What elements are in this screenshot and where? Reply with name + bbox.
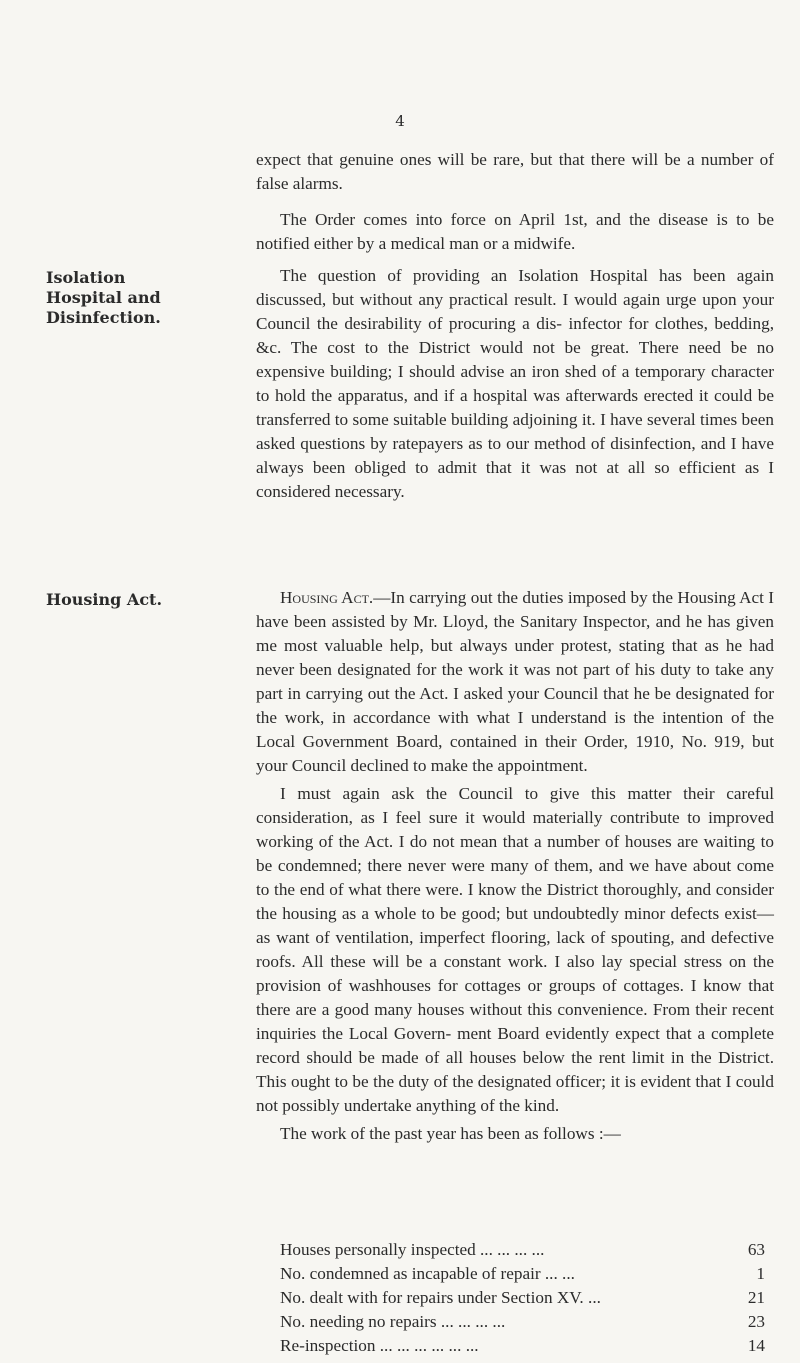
housing-lead-in: Housing Act. [280, 588, 374, 607]
housing-block [256, 586, 774, 1146]
housing-side-heading: Housing Act. [46, 590, 163, 609]
stat-label: No. needing no repairs ... ... ... ... [280, 1312, 506, 1331]
intro-continuation: expect that genuine ones will be rare, but that there will be a number of false alarms. [256, 150, 774, 193]
stat-label: Re-inspection ... ... ... ... ... ... [280, 1336, 479, 1355]
stat-label: Houses personally inspected ... ... ... ... [280, 1240, 545, 1259]
isolation-block [256, 264, 774, 504]
stat-value: 1 [756, 1264, 765, 1283]
isolation-heading-line-1: Isolation [46, 268, 126, 287]
isolation-paragraph: The question of providing an Isolation Hospital has been again discussed, but without any practical result. I would again urge upon your Council the desirability of procuring a dis- infector for clothes, bedding, &c. The cost to the District would not be great. There need be no expensive building; I should advise an iron shed of a temporary character to hold the apparatus, and if a hospital was afterwards erected it could be transferred to some suitable building adjoining it. I have several times been asked questions by ratepayers as to our method of disinfection, and I have always been obliged to admit that it was not at all so efficient as I considered necessary. [256, 266, 774, 501]
stat-label: No. condemned as incapable of repair ... ... [280, 1264, 575, 1283]
isolation-heading-line-3: Disinfection. [46, 308, 161, 327]
work-stats-list [280, 1238, 765, 1358]
stat-row [280, 1286, 765, 1310]
order-paragraph: The Order comes into force on April 1st, and the disease is to be notified either by a medical man or a midwife. [256, 210, 774, 253]
stat-row [280, 1262, 765, 1286]
stat-value: 23 [747, 1312, 765, 1331]
housing-paragraph-1-text: —In carrying out the duties imposed by the Housing Act I have been assisted by Mr. Lloyd, the Sanitary Inspector, and he has given me most valuable help, but always under protest, stating that as he had never been designated for the work it was not part of his duty to take any part in carrying out the Act. I asked your Council that he be designated for the work, in accordance with what I understand is the intention of the Local Government Board, contained in their Order, 1910, No. 919, but your Council declined to make the appointment. [256, 588, 774, 775]
stat-value: 14 [747, 1336, 765, 1355]
isolation-heading-line-2: Hospital and [46, 288, 161, 307]
stat-value: 63 [747, 1240, 765, 1259]
isolation-side-heading [46, 268, 256, 328]
housing-paragraph-2: I must again ask the Council to give this matter their careful consideration, as I feel sure it would materially contribute to improved working of the Act. I do not mean that a number of houses are waiting to be condemned; there never were many of them, and we have about come to the end of what there were. I know the District thoroughly, and consider the housing as a whole to be good; but undoubtedly minor defects exist—as want of ventilation, imperfect flooring, lack of spouting, and defective roofs. All these will be a constant work. I also lay special stress on the provision of washhouses for cottages or groups of cottages. I know that there are a good many houses without this convenience. From their recent inquiries the Local Govern- ment Board evidently expect that a complete record should be made of all houses below the rent limit in the District. This ought to be the duty of the designated officer; it is evident that I could not possibly undertake anything of the kind. [256, 784, 774, 1115]
page-number: 4 [395, 112, 405, 130]
stat-value: 21 [747, 1288, 765, 1307]
intro-block [256, 148, 774, 256]
stat-row [280, 1310, 765, 1334]
stat-label: No. dealt with for repairs under Section XV. ... [280, 1288, 601, 1307]
stat-row [280, 1238, 765, 1262]
stat-row [280, 1334, 765, 1358]
housing-paragraph-1 [256, 586, 774, 778]
work-intro: The work of the past year has been as follows :— [280, 1124, 621, 1143]
